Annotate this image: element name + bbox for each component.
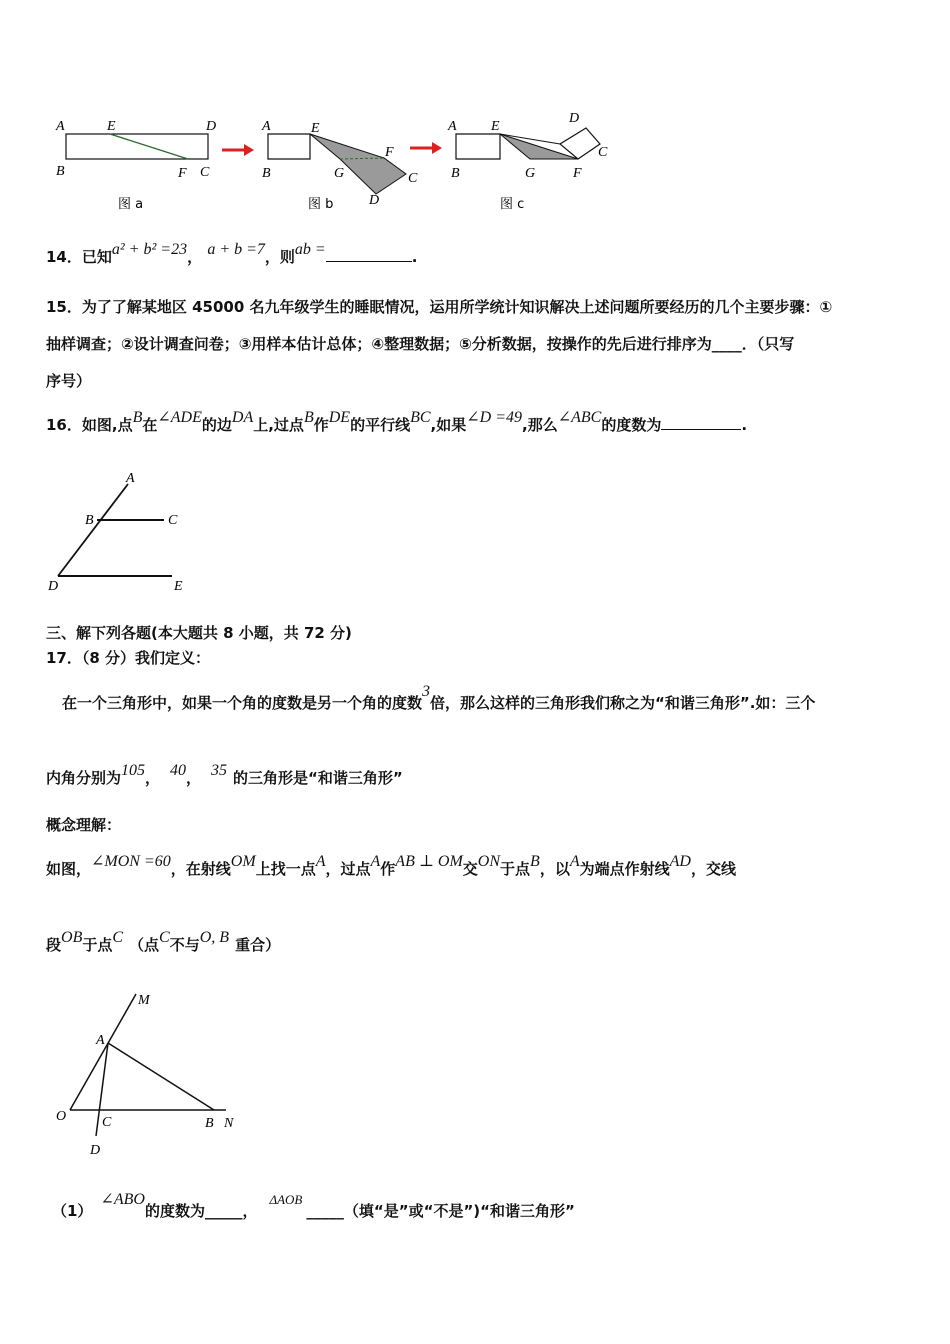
figure-16 (40, 466, 200, 596)
label-b-F: F (385, 145, 394, 160)
q14-expr3: ab = (294, 241, 326, 258)
question-17-sub-1: （1）∠ABO的度数为_____，ΔAOB_____（填“是”或“不是”)“和谐三角形” (52, 1191, 575, 1220)
fig17-label-N: N (224, 1116, 234, 1131)
arrow-icon (410, 142, 442, 154)
figure-a (55, 119, 216, 212)
label-b-C: C (408, 171, 418, 186)
label-a-D: D (206, 119, 217, 134)
figure-c (447, 111, 608, 212)
fig16-label-B: B (85, 513, 94, 528)
q14-expr2: a + b =7 (207, 241, 265, 258)
fig17-label-C: C (102, 1115, 112, 1130)
q14-expr1: a² + b² =23 (111, 241, 188, 258)
fig16-label-D: D (48, 579, 59, 594)
label-b-E: E (311, 121, 320, 136)
question-14: 14．已知a² + b² =23， a + b =7，则ab = . (46, 241, 418, 266)
folding-figures (40, 100, 640, 218)
fig17-label-B: B (205, 1116, 214, 1131)
section-3-heading: 三、解下列各题(本大题共 8 小题，共 72 分) (46, 624, 352, 642)
fig16-label-C: C (168, 513, 178, 528)
question-17-head: 17．（8 分）我们定义： (46, 649, 211, 667)
question-15-line3: 序号） (46, 372, 92, 390)
q16-answer-blank[interactable] (661, 415, 741, 430)
question-17-statement-2: 段OB于点C （点C不与O, B 重合） (46, 929, 281, 954)
label-b-D: D (369, 193, 380, 208)
label-c-A: A (448, 119, 457, 134)
label-c-E: E (491, 119, 500, 134)
caption-b: 图 b (308, 197, 334, 212)
q14-answer-blank[interactable] (326, 247, 412, 262)
fig17-label-O: O (56, 1109, 67, 1124)
fig16-label-A: A (126, 471, 135, 486)
caption-a: 图 a (118, 197, 144, 212)
fig17-label-M: M (138, 993, 150, 1008)
label-a-A: A (56, 119, 65, 134)
question-17-definition-1: 在一个三角形中，如果一个角的度数是另一个角的度数3倍，那么这样的三角形我们称之为“和谐三角形”.如：三个 (62, 683, 816, 712)
figure-17 (50, 986, 250, 1162)
label-a-C: C (200, 165, 210, 180)
label-a-F: F (178, 166, 187, 181)
label-c-B: B (451, 166, 460, 181)
label-b-G: G (334, 166, 345, 181)
fig16-label-E: E (174, 579, 183, 594)
concept-heading: 概念理解： (46, 816, 122, 834)
question-17-statement-1: 如图，∠MON =60，在射线OM上找一点A，过点A作AB ⊥ OM交ON于点B，以A为端点作射线AD，交线 (46, 853, 736, 878)
question-15-line1: 15．为了了解某地区 45000 名九年级学生的睡眠情况，运用所学统计知识解决上述问题所要经历的几个主要步骤：① (46, 298, 833, 316)
label-a-E: E (107, 119, 116, 134)
label-c-D: D (569, 111, 580, 126)
label-a-B: B (56, 164, 65, 179)
question-17-definition-2: 内角分别为105， 40， 35 的三角形是“和谐三角形” (46, 762, 403, 787)
question-15-line2: 抽样调查；②设计调查问卷；③用样本估计总体；④整理数据；⑤分析数据，按操作的先后进行排序为____．（只写 (46, 335, 795, 353)
fig17-label-A: A (96, 1033, 105, 1048)
label-b-A: A (262, 119, 271, 134)
figure-b (261, 119, 418, 212)
fig17-label-D: D (90, 1143, 101, 1158)
arrow-icon (222, 144, 254, 156)
label-c-F: F (573, 166, 582, 181)
label-b-B: B (262, 166, 271, 181)
label-c-C: C (598, 145, 608, 160)
question-16: 16．如图,点B在∠ADE的边DA上,过点B作DE的平行线BC,如果∠D =49,那么∠ABC的度数为 . (46, 409, 748, 434)
caption-c: 图 c (500, 197, 525, 212)
label-c-G: G (525, 166, 536, 181)
